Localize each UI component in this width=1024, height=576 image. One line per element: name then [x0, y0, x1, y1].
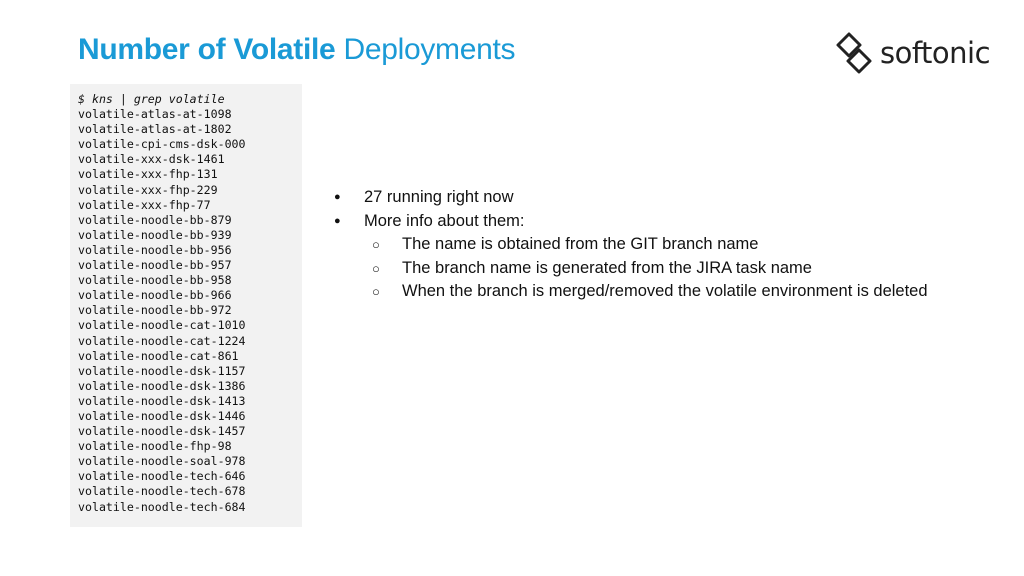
terminal-line: volatile-atlas-at-1098 [78, 107, 232, 122]
terminal-line: volatile-noodle-bb-879 [78, 212, 232, 227]
sub-bullet-item: ○ The branch name is generated from the JIRA task name [334, 257, 932, 281]
terminal-line: volatile-noodle-tech-646 [78, 469, 246, 484]
terminal-line: volatile-noodle-soal-978 [78, 454, 246, 469]
terminal-line: volatile-noodle-bb-939 [78, 227, 232, 242]
terminal-line: volatile-cpi-cms-dsk-000 [78, 137, 246, 152]
terminal-line: volatile-noodle-bb-958 [78, 273, 232, 288]
terminal-line: volatile-noodle-bb-966 [78, 288, 232, 303]
terminal-line: volatile-noodle-fhp-98 [78, 439, 232, 454]
terminal-line: volatile-noodle-tech-678 [78, 484, 246, 499]
terminal-line: volatile-noodle-cat-1224 [78, 333, 246, 348]
terminal-line: volatile-noodle-bb-957 [78, 258, 232, 273]
terminal-line: volatile-noodle-dsk-1157 [78, 363, 246, 378]
terminal-line: volatile-xxx-fhp-131 [78, 167, 218, 182]
sub-bullet-item: ○ When the branch is merged/removed the volatile environment is deleted [334, 280, 932, 304]
softonic-logo [834, 28, 994, 78]
softonic-logo-icon [834, 31, 874, 75]
terminal-line: volatile-noodle-bb-972 [78, 303, 232, 318]
terminal-command: $ kns | grep volatile [78, 92, 225, 106]
slide-title [78, 30, 515, 70]
terminal-lines [78, 107, 302, 515]
terminal-output [70, 84, 302, 527]
terminal-line: volatile-atlas-at-1802 [78, 122, 232, 137]
logo-text: softonic [880, 35, 991, 70]
bullet-item: ● More info about them: [334, 210, 954, 234]
terminal-line: volatile-noodle-cat-861 [78, 348, 239, 363]
terminal-line: volatile-xxx-fhp-229 [78, 182, 218, 197]
bullet-list [334, 186, 954, 304]
terminal-line: volatile-xxx-fhp-77 [78, 197, 211, 212]
terminal-line: volatile-noodle-dsk-1446 [78, 408, 246, 423]
sub-bullet-item: ○ The name is obtained from the GIT branch name [334, 233, 932, 257]
bullet-item: ● 27 running right now [334, 186, 954, 210]
terminal-line: volatile-noodle-dsk-1386 [78, 378, 246, 393]
terminal-line: volatile-xxx-dsk-1461 [78, 152, 225, 167]
terminal-line: volatile-noodle-dsk-1413 [78, 393, 246, 408]
terminal-line: volatile-noodle-tech-684 [78, 499, 246, 514]
slide-title-rest: Deployments [335, 33, 516, 66]
terminal-line: volatile-noodle-cat-1010 [78, 318, 246, 333]
terminal-line: volatile-noodle-bb-956 [78, 242, 232, 257]
terminal-line: volatile-noodle-dsk-1457 [78, 424, 246, 439]
slide-title-bold: Number of Volatile [78, 33, 336, 66]
